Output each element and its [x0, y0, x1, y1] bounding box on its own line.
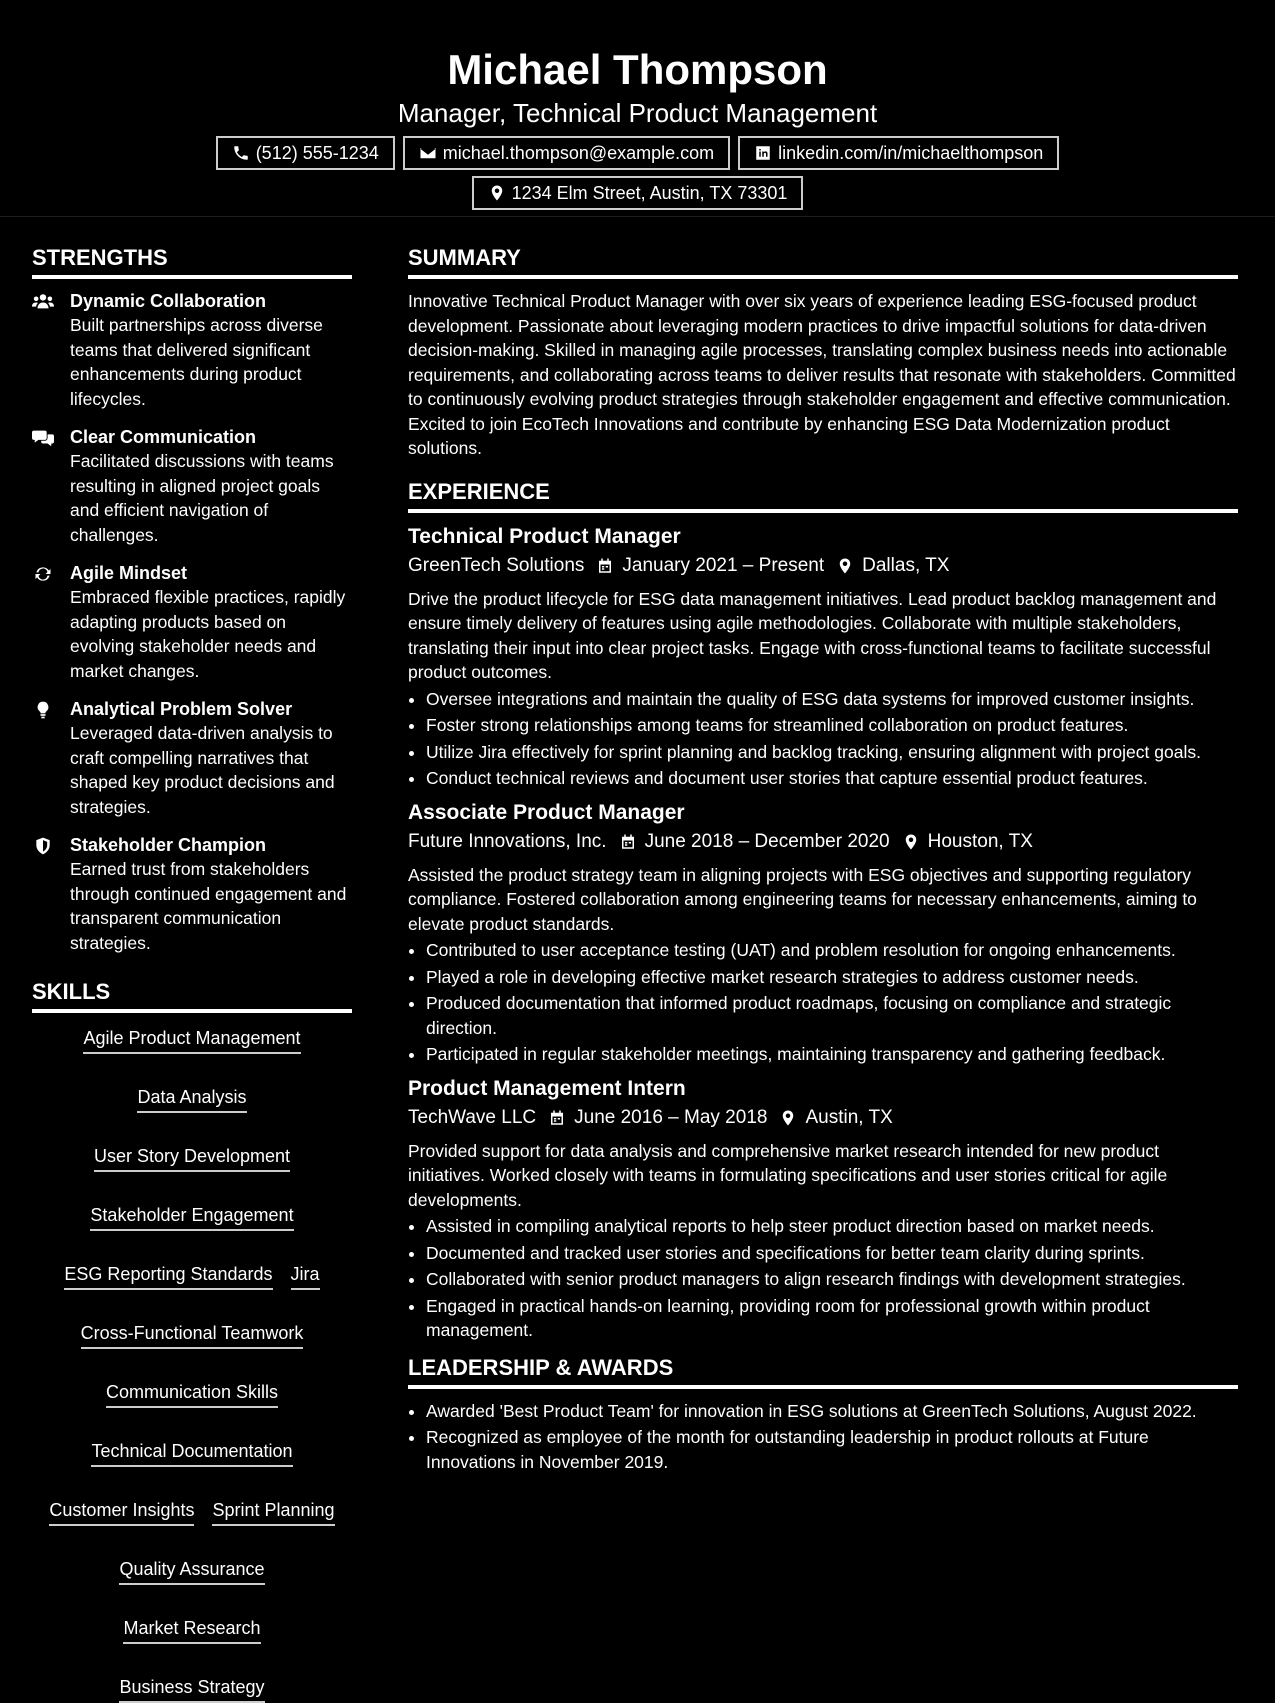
- list-item: • Conduct technical reviews and document user stories that capture essential product features.: [426, 766, 1238, 791]
- list-item: • Assisted in compiling analytical reports to help steer product direction based on market needs.: [426, 1214, 1238, 1239]
- skill-tag: Stakeholder Engagement: [90, 1204, 293, 1231]
- strength-title: Stakeholder Champion: [70, 835, 267, 855]
- skill-tag: Business Strategy: [119, 1676, 264, 1703]
- skill-tag: User Story Development: [94, 1145, 290, 1172]
- strength-desc: Built partnerships across diverse teams that delivered significant enhancements during product lifecycles.: [70, 315, 323, 409]
- strength-title: Analytical Problem Solver: [70, 699, 293, 719]
- skills-heading: SKILLS: [32, 977, 352, 1013]
- right-column: [408, 243, 1238, 1703]
- strength-item: [32, 425, 352, 547]
- candidate-title: Manager, Technical Product Management: [397, 98, 878, 128]
- job-entry: [408, 523, 1238, 791]
- skill-tag: Data Analysis: [137, 1086, 246, 1113]
- job-meta: [408, 827, 1238, 857]
- job-description: Assisted the product strategy team in aligning projects with ESG objectives and supporting regulatory compliance. Fostered collaboration among engineering teams for necessary enhancements, aiming to elevate product standards.: [408, 864, 1197, 934]
- strength-desc: Leveraged data-driven analysis to craft compelling narratives that shaped key product decisions and strategies.: [70, 723, 335, 817]
- email-chip[interactable]: [403, 136, 730, 170]
- list-item: • Recognized as employee of the month for outstanding leadership in product rollouts at Future Innovations in November 2019.: [426, 1425, 1238, 1474]
- body-columns: [0, 217, 1275, 1703]
- job-dates: January 2021 – Present: [622, 554, 825, 576]
- skill-tag: Cross-Functional Teamwork: [81, 1322, 304, 1349]
- summary-heading: SUMMARY: [408, 243, 1238, 279]
- skill-tag: Communication Skills: [106, 1381, 278, 1408]
- job-company: GreenTech Solutions: [408, 554, 585, 576]
- strength-item: [32, 561, 352, 683]
- job-company: Future Innovations, Inc.: [408, 830, 607, 852]
- comments-icon: [32, 428, 54, 448]
- job-location: Houston, TX: [927, 830, 1033, 852]
- linkedin-text: linkedin.com/in/michaelthompson: [778, 142, 1044, 163]
- list-item: • Utilize Jira effectively for sprint planning and backlog tracking, ensuring alignment with project goals.: [426, 740, 1238, 765]
- summary-text: Innovative Technical Product Manager with over six years of experience leading ESG-focused product development. Passionate about leveraging modern practices to drive impactful solutions for data-driven decision-making. Skilled in managing agile processes, translating complex business needs into actionable requirements, and collaborating across teams to deliver results that resonate with stakeholders. Committed to continuously evolving product strategies through stakeholder engagement and effective communication. Excited to join EcoTech Innovations and contribute by enhancing ESG Data Modernization product solutions.: [408, 291, 1236, 458]
- skill-tag: Jira: [291, 1263, 320, 1290]
- contact-row: [0, 136, 1275, 170]
- calendar-icon: [619, 833, 637, 851]
- list-item: • Foster strong relationships among teams for streamlined collaboration on product features.: [426, 713, 1238, 738]
- map-marker-icon: [488, 184, 506, 202]
- job-company: TechWave LLC: [408, 1106, 537, 1128]
- list-item: • Collaborated with senior product managers to align research findings with development strategies.: [426, 1267, 1238, 1292]
- skill-tag: Technical Documentation: [91, 1440, 292, 1467]
- strength-item: [32, 697, 352, 819]
- job-title: Associate Product Manager: [408, 800, 685, 824]
- strength-desc: Earned trust from stakeholders through continued engagement and transparent communication strategies.: [70, 859, 347, 953]
- phone-text: (512) 555-1234: [255, 142, 379, 163]
- awards-heading: LEADERSHIP & AWARDS: [408, 1353, 1238, 1389]
- skill-tag: Agile Product Management: [83, 1027, 300, 1054]
- job-entry: [408, 1075, 1238, 1343]
- list-item: • Played a role in developing effective market research strategies to address customer needs.: [426, 965, 1238, 990]
- strength-item: [32, 289, 352, 411]
- strength-title: Agile Mindset: [70, 563, 188, 583]
- strength-item: [32, 833, 352, 955]
- job-title: Technical Product Manager: [408, 524, 681, 548]
- list-item: • Produced documentation that informed product roadmaps, focusing on compliance and strategic direction.: [426, 991, 1238, 1040]
- strengths-heading: STRENGTHS: [32, 243, 352, 279]
- job-entry: [408, 799, 1238, 1067]
- list-item: • Oversee integrations and maintain the quality of ESG data systems for improved customer insights.: [426, 687, 1238, 712]
- calendar-icon: [548, 1109, 566, 1127]
- phone-chip[interactable]: [216, 136, 395, 170]
- list-item: • Participated in regular stakeholder meetings, maintaining transparency and gathering feedback.: [426, 1042, 1238, 1067]
- job-description: Provided support for data analysis and comprehensive market research intended for new product initiatives. Worked closely with teams in formulating specifications and user stories critical for agile developments.: [408, 1140, 1168, 1210]
- list-item: • Engaged in practical hands-on learning, providing room for professional growth within product management.: [426, 1294, 1238, 1343]
- job-description: Drive the product lifecycle for ESG data management initiatives. Lead product backlog management and ensure timely delivery of features using agile methodologies. Collaborate with multiple stakeholders, translating their input into clear project tasks. Engage with cross-functional teams to facilitate successful product outcomes.: [408, 588, 1217, 682]
- resume-header: [0, 0, 1275, 217]
- address-row: [0, 176, 1275, 210]
- skill-tag: Sprint Planning: [212, 1499, 334, 1526]
- map-marker-icon: [902, 833, 920, 851]
- job-meta: [408, 551, 1238, 581]
- list-item: • Contributed to user acceptance testing (UAT) and problem resolution for ongoing enhancements.: [426, 938, 1238, 963]
- job-bullets: [408, 1214, 1238, 1343]
- job-location: Austin, TX: [805, 1106, 893, 1128]
- candidate-name: Michael Thompson: [447, 46, 828, 93]
- users-icon: [32, 292, 54, 312]
- job-title: Product Management Intern: [408, 1076, 686, 1100]
- sync-icon: [32, 564, 54, 584]
- address-chip: [472, 176, 804, 210]
- lightbulb-icon: [32, 700, 54, 720]
- strength-desc: Facilitated discussions with teams resulting in aligned project goals and efficient navigation of challenges.: [70, 451, 334, 545]
- experience-heading: EXPERIENCE: [408, 477, 1238, 513]
- left-column: [32, 243, 352, 1703]
- skill-tag: Market Research: [123, 1617, 260, 1644]
- job-bullets: [408, 938, 1238, 1067]
- shield-icon: [32, 836, 54, 856]
- skills-list: [32, 1027, 352, 1703]
- skill-tag: Customer Insights: [49, 1499, 194, 1526]
- strength-title: Clear Communication: [70, 427, 257, 447]
- address-text: 1234 Elm Street, Austin, TX 73301: [511, 182, 788, 203]
- linkedin-chip[interactable]: [738, 136, 1059, 170]
- map-marker-icon: [779, 1109, 797, 1127]
- list-item: • Documented and tracked user stories and specifications for better team clarity during sprints.: [426, 1241, 1238, 1266]
- awards-list: [408, 1399, 1238, 1475]
- strength-desc: Embraced flexible practices, rapidly adapting products based on evolving stakeholder needs and market changes.: [70, 587, 346, 681]
- envelope-icon: [419, 144, 437, 162]
- job-bullets: [408, 687, 1238, 791]
- map-marker-icon: [836, 557, 854, 575]
- calendar-icon: [596, 557, 614, 575]
- job-meta: [408, 1103, 1238, 1133]
- linkedin-icon: [754, 144, 772, 162]
- job-dates: June 2018 – December 2020: [644, 830, 890, 852]
- phone-icon: [232, 144, 250, 162]
- email-text: michael.thompson@example.com: [442, 142, 715, 163]
- job-location: Dallas, TX: [862, 554, 950, 576]
- skill-tag: ESG Reporting Standards: [64, 1263, 272, 1290]
- skill-tag: Quality Assurance: [119, 1558, 264, 1585]
- job-dates: June 2016 – May 2018: [574, 1106, 768, 1128]
- strength-title: Dynamic Collaboration: [70, 291, 267, 311]
- list-item: • Awarded 'Best Product Team' for innovation in ESG solutions at GreenTech Solutions, August 2022.: [426, 1399, 1238, 1424]
